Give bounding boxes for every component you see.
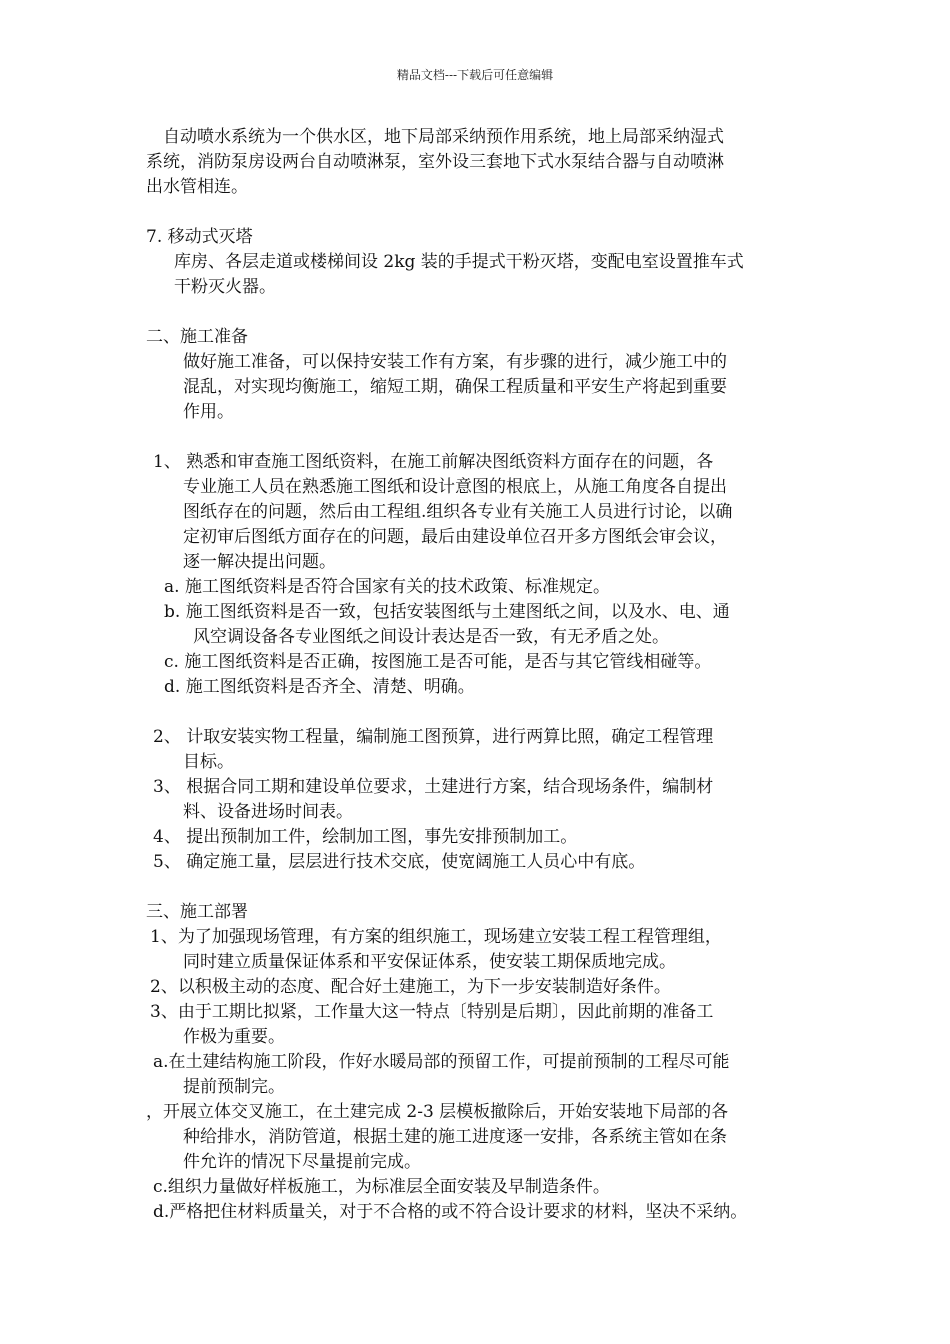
text-line: d. 施工图纸资料是否齐全、清楚、明确。 bbox=[164, 677, 475, 697]
text-line: 种给排水，消防管道，根据土建的施工进度逐一安排，各系统主管如在条 bbox=[183, 1127, 727, 1147]
text-line: 件允许的情况下尽量提前完成。 bbox=[183, 1152, 421, 1172]
text-line: 自动喷水系统为一个供水区，地下局部采纳预作用系统，地上局部采纳湿式 bbox=[163, 127, 724, 147]
text-line: 逐一解决提出问题。 bbox=[183, 552, 336, 572]
text-line: a.在土建结构施工阶段，作好水暖局部的预留工作，可提前预制的工程尽可能 bbox=[153, 1052, 730, 1072]
text-line: b. 施工图纸资料是否一致，包括安装图纸与土建图纸之间，以及水、电、通 bbox=[164, 602, 730, 622]
text-line: 2、以积极主动的态度、配合好土建施工，为下一步安装制造好条件。 bbox=[150, 977, 671, 997]
text-line: 出水管相连。 bbox=[146, 177, 248, 197]
text-line: 1、为了加强现场管理，有方案的组织施工，现场建立安装工程工程管理组， bbox=[150, 927, 722, 947]
text-line: 图纸存在的问题，然后由工程组.组织各专业有关施工人员进行讨论，以确 bbox=[183, 502, 733, 522]
text-line: 做好施工准备，可以保持安装工作有方案，有步骤的进行，减少施工中的 bbox=[183, 352, 727, 372]
text-line: 目标。 bbox=[183, 752, 234, 772]
text-line: 作用。 bbox=[183, 402, 234, 422]
page-header: 精品文档---下载后可任意编辑 bbox=[396, 68, 554, 82]
text-line: 混乱，对实现均衡施工，缩短工期，确保工程质量和平安生产将起到重要 bbox=[183, 377, 727, 397]
text-line: 专业施工人员在熟悉施工图纸和设计意图的根底上，从施工角度各自提出 bbox=[183, 477, 727, 497]
text-line: 7. 移动式灭塔 bbox=[146, 227, 253, 247]
text-line: 3、由于工期比拟紧，工作量大这一特点〔特别是后期〕，因此前期的准备工 bbox=[150, 1002, 714, 1022]
text-line: 2、 计取安装实物工程量，编制施工图预算，进行两算比照，确定工程管理 bbox=[153, 727, 714, 747]
section-heading: 三、施工部署 bbox=[146, 902, 248, 922]
text-line: 提前预制完。 bbox=[183, 1077, 285, 1097]
text-line: 库房、各层走道或楼梯间设 2kg 装的手提式干粉灭塔，变配电室设置推车式 bbox=[174, 252, 744, 272]
text-line: c. 施工图纸资料是否正确，按图施工是否可能，是否与其它管线相碰等。 bbox=[164, 652, 712, 672]
text-line: 同时建立质量保证体系和平安保证体系，使安装工期保质地完成。 bbox=[183, 952, 676, 972]
text-line: 干粉灭火器。 bbox=[174, 277, 276, 297]
text-line: 3、 根据合同工期和建设单位要求，土建进行方案，结合现场条件，编制材 bbox=[153, 777, 714, 797]
text-line: c.组织力量做好样板施工，为标准层全面安装及早制造条件。 bbox=[153, 1177, 610, 1197]
text-line: 系统，消防泵房设两台自动喷淋泵，室外设三套地下式水泵结合器与自动喷淋 bbox=[146, 152, 724, 172]
text-line: 作极为重要。 bbox=[183, 1027, 285, 1047]
section-heading: 二、施工准备 bbox=[146, 327, 248, 347]
text-line: ，开展立体交叉施工，在土建完成 2-3 层模板撤除后，开始安装地下局部的各 bbox=[146, 1102, 729, 1122]
text-line: 定初审后图纸方面存在的问题，最后由建设单位召开多方图纸会审会议， bbox=[183, 527, 727, 547]
text-line: 5、 确定施工量，层层进行技术交底，使宽阔施工人员心中有底。 bbox=[153, 852, 646, 872]
text-line: a. 施工图纸资料是否符合国家有关的技术政策、标准规定。 bbox=[164, 577, 610, 597]
text-line: 4、 提出预制加工件，绘制加工图，事先安排预制加工。 bbox=[153, 827, 578, 847]
text-line: 料、设备进场时间表。 bbox=[183, 802, 353, 822]
text-line: d.严格把住材料质量关，对于不合格的或不符合设计要求的材料，坚决不采纳。 bbox=[153, 1202, 748, 1222]
text-line: 1、 熟悉和审查施工图纸资料，在施工前解决图纸资料方面存在的问题，各 bbox=[153, 452, 714, 472]
text-line: 风空调设备各专业图纸之间设计表达是否一致，有无矛盾之处。 bbox=[193, 627, 669, 647]
